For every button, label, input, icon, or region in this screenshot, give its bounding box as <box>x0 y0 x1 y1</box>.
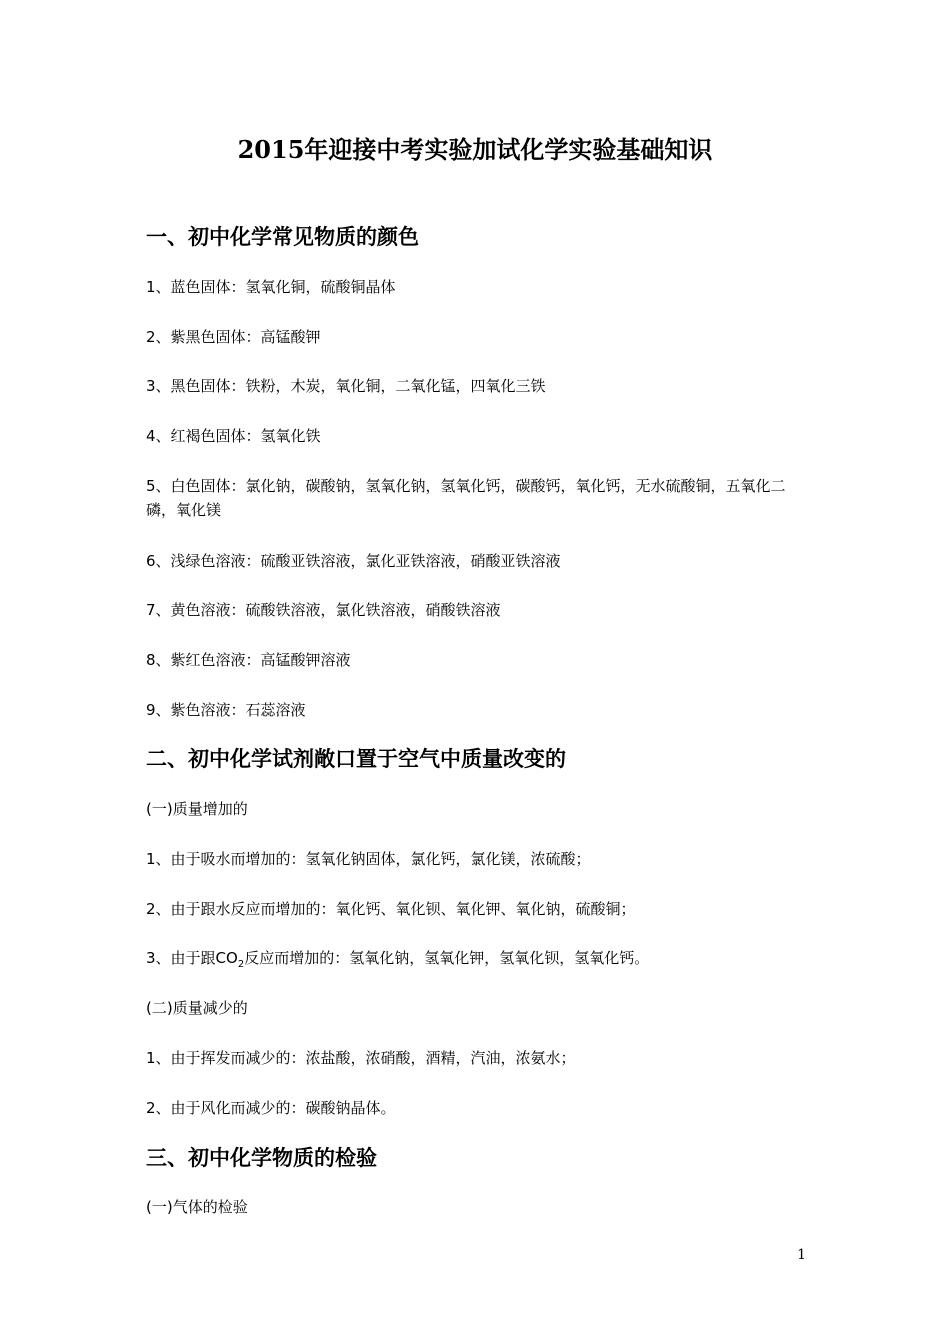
increase-item-3-prefix: 3、由于跟CO <box>146 949 238 967</box>
color-item-8: 8、紫红色溶液：高锰酸钾溶液 <box>146 651 351 669</box>
co2-subscript: 2 <box>237 959 245 970</box>
section-heading-colors: 一、初中化学常见物质的颜色 <box>146 225 419 249</box>
color-item-3: 3、黑色固体：铁粉，木炭，氧化铜，二氧化锰，四氧化三铁 <box>146 377 546 395</box>
section-heading-detection: 三、初中化学物质的检验 <box>146 1146 377 1170</box>
color-item-1: 1、蓝色固体：氢氧化铜，硫酸铜晶体 <box>146 278 396 296</box>
section-heading-mass-change: 二、初中化学试剂敞口置于空气中质量改变的 <box>146 747 566 771</box>
increase-item-3 <box>146 946 814 977</box>
color-item-5: 5、白色固体：氯化钠，碳酸钠，氢氧化钠，氢氧化钙，碳酸钙，氧化钙，无水硫酸铜，五氧化二磷，氧化镁 <box>146 477 786 519</box>
subheading-mass-increase: (一)质量增加的 <box>146 800 248 818</box>
decrease-item-2: 2、由于风化而减少的：碳酸钠晶体。 <box>146 1099 396 1117</box>
color-item-6: 6、浅绿色溶液：硫酸亚铁溶液，氯化亚铁溶液，硝酸亚铁溶液 <box>146 552 561 570</box>
color-item-2: 2、紫黑色固体：高锰酸钾 <box>146 328 321 346</box>
document-title: 2015年迎接中考实验加试化学实验基础知识 <box>237 135 713 164</box>
subheading-mass-decrease: (二)质量减少的 <box>146 999 248 1017</box>
page-number: 1 <box>797 1247 806 1263</box>
color-item-7: 7、黄色溶液：硫酸铁溶液，氯化铁溶液，硝酸铁溶液 <box>146 601 501 619</box>
increase-item-1: 1、由于吸水而增加的：氢氧化钠固体，氯化钙，氯化镁，浓硫酸； <box>146 850 591 868</box>
increase-item-3-suffix: 反应而增加的：氢氧化钠，氢氧化钾，氢氧化钡，氢氧化钙。 <box>244 949 650 967</box>
subheading-gas-detection: (一)气体的检验 <box>146 1198 248 1216</box>
color-item-4: 4、红褐色固体：氢氧化铁 <box>146 427 321 445</box>
color-item-9: 9、紫色溶液：石蕊溶液 <box>146 701 306 719</box>
decrease-item-1: 1、由于挥发而减少的：浓盐酸，浓硝酸，酒精，汽油，浓氨水； <box>146 1049 576 1067</box>
increase-item-2: 2、由于跟水反应而增加的：氧化钙、氧化钡、氧化钾、氧化钠，硫酸铜； <box>146 900 636 918</box>
